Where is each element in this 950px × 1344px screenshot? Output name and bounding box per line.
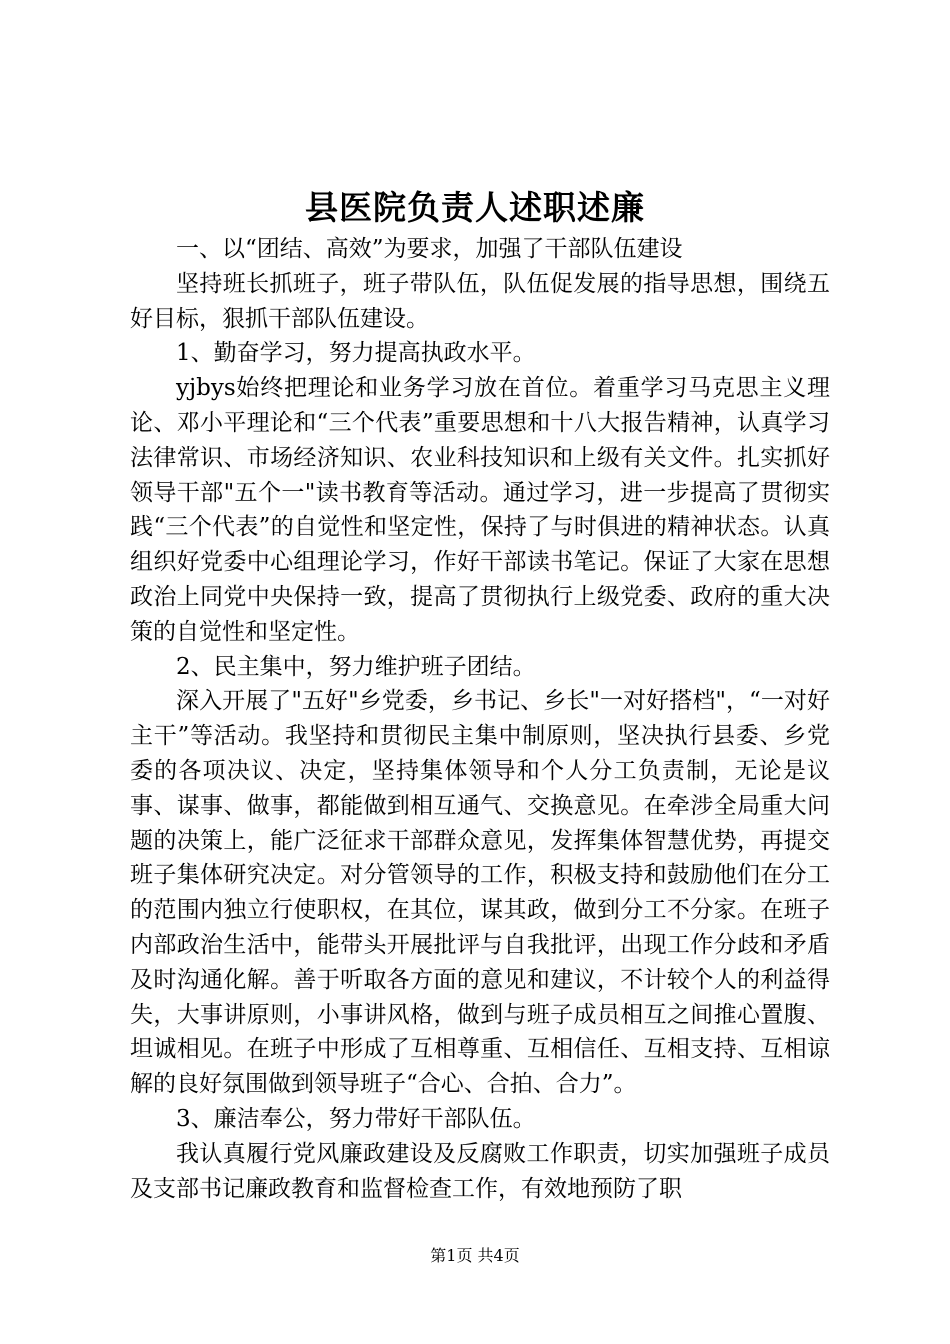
subsection-heading-1: 1、勤奋学习，努力提高执政水平。 (176, 340, 536, 367)
body-paragraph: yjbys始终把理论和业务学习放在首位。着重学习马克思主义理论、邓小平理论和“三个代表”重要思想和十八大报告精神，认真学习法律常识、市场经济知识、农业科技知识和上级有关文件。扎实抓好领导干部"五个一"读书教育等活动。通过学习，进一步提高了贯彻实践“三个代表”的自觉性和坚定性，保持了与时俱进的精神状态。认真组织好党委中心组理论学习，作好干部读书笔记。保证了大家在思想政治上同党中央保持一致，提高了贯彻执行上级党委、政府的重大决策的自觉性和坚定性。 (130, 375, 830, 645)
subsection-heading-2: 2、民主集中，努力维护班子团结。 (176, 653, 536, 680)
subsection-heading-3: 3、廉洁奉公，努力带好干部队伍。 (176, 1105, 536, 1132)
body-paragraph: 坚持班长抓班子，班子带队伍，队伍促发展的指导思想，围绕五好目标，狠抓干部队伍建设。 (130, 270, 830, 332)
page-number-footer: 第1页 共4页 (430, 1246, 520, 1265)
section-heading-1: 一、以“团结、高效”为要求，加强了干部队伍建设 (176, 236, 683, 262)
document-body (130, 232, 830, 1206)
body-paragraph: 深入开展了"五好"乡党委，乡书记、乡长"一对好搭档"，“一对好主干”等活动。我坚持和贯彻民主集中制原则，坚决执行县委、乡党委的各项决议、决定，坚持集体领导和个人分工负责制，无论是议事、谋事、做事，都能做到相互通气、交换意见。在牵涉全局重大问题的决策上，能广泛征求干部群众意见，发挥集体智慧优势，再提交班子集体研究决定。对分管领导的工作，积极支持和鼓励他们在分工的范围内独立行使职权，在其位，谋其政，做到分工不分家。在班子内部政治生活中，能带头开展批评与自我批评，出现工作分歧和矛盾及时沟通化解。善于听取各方面的意见和建议，不计较个人的利益得失，大事讲原则，小事讲风格，做到与班子成员相互之间推心置腹、坦诚相见。在班子中形成了互相尊重、互相信任、互相支持、互相谅解的良好氛围做到领导班子“合心、合拍、合力”。 (130, 688, 830, 1098)
body-paragraph: 我认真履行党风廉政建设及反腐败工作职责，切实加强班子成员及支部书记廉政教育和监督检查工作，有效地预防了职 (130, 1140, 830, 1202)
document-title: 县医院负责人述职述廉 (305, 188, 645, 227)
